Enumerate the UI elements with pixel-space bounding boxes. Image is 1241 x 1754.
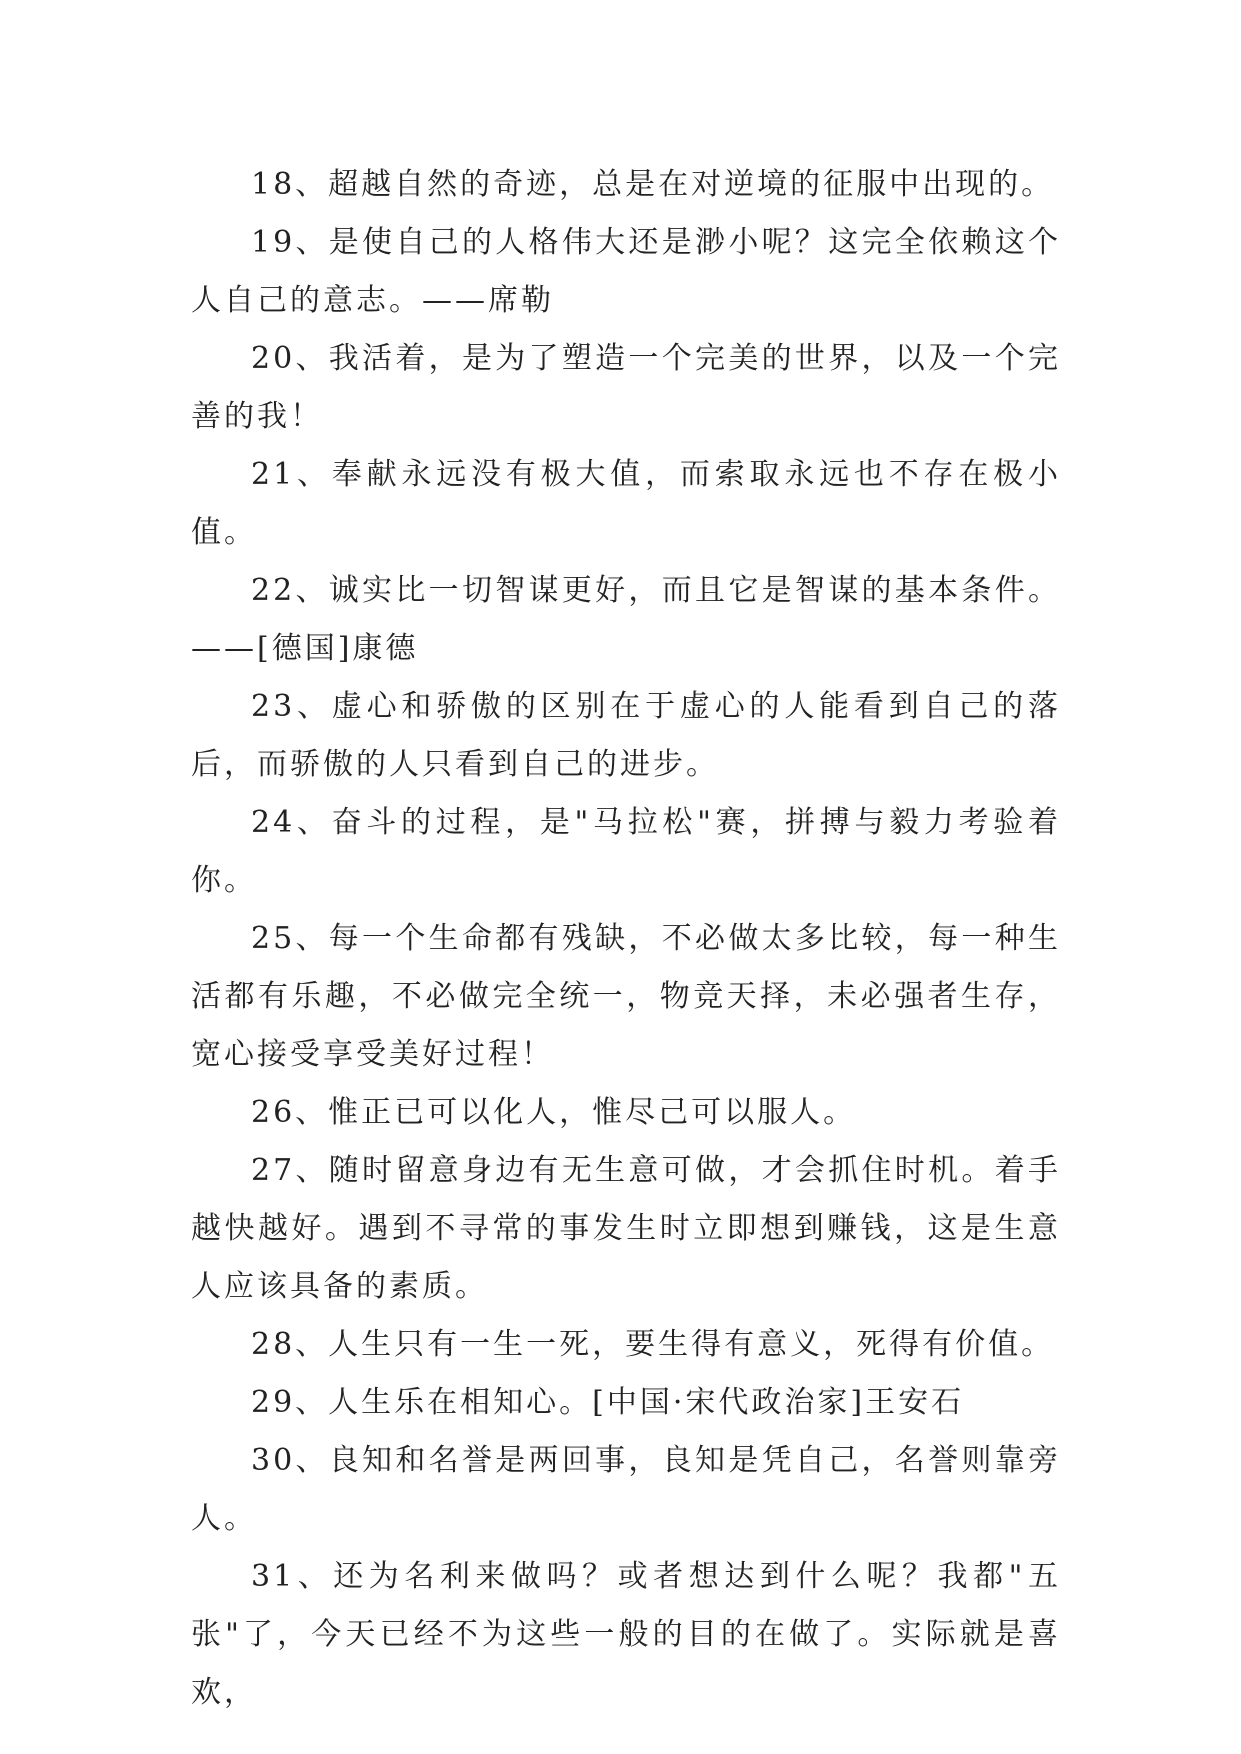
- quote-paragraph-25: 25、每一个生命都有残缺，不必做太多比较，每一种生活都有乐趣，不必做完全统一，物竞天择，未必强者生存，宽心接受享受美好过程！: [191, 921, 1061, 1072]
- quote-paragraph-19: 19、是使自己的人格伟大还是渺小呢？这完全依赖这个人自己的意志。——席勒: [191, 225, 1061, 318]
- quote-paragraph-18: 18、超越自然的奇迹，总是在对逆境的征服中出现的。: [251, 167, 1055, 202]
- quote-paragraph-22: 22、诚实比一切智谋更好，而且它是智谋的基本条件。——[德国]康德: [191, 573, 1061, 666]
- document-body: [191, 156, 1061, 1722]
- quote-paragraph-26: 26、惟正已可以化人，惟尽己可以服人。: [251, 1095, 857, 1130]
- quote-paragraph-29: 29、人生乐在相知心。[中国·宋代政治家]王安石: [251, 1385, 965, 1420]
- quote-paragraph-20: 20、我活着，是为了塑造一个完美的世界，以及一个完善的我！: [191, 341, 1061, 434]
- quote-paragraph-31: 31、还为名利来做吗？或者想达到什么呢？我都"五张"了，今天已经不为这些一般的目的在做了。实际就是喜欢，: [191, 1559, 1061, 1710]
- quote-paragraph-23: 23、虚心和骄傲的区别在于虚心的人能看到自己的落后，而骄傲的人只看到自己的进步。: [191, 689, 1061, 782]
- quote-paragraph-21: 21、奉献永远没有极大值，而索取永远也不存在极小值。: [191, 457, 1061, 550]
- quote-paragraph-27: 27、随时留意身边有无生意可做，才会抓住时机。着手越快越好。遇到不寻常的事发生时立即想到赚钱，这是生意人应该具备的素质。: [191, 1153, 1061, 1304]
- quote-paragraph-30: 30、良知和名誉是两回事，良知是凭自己，名誉则靠旁人。: [191, 1443, 1061, 1536]
- quote-paragraph-24: 24、奋斗的过程，是"马拉松"赛，拼搏与毅力考验着你。: [191, 805, 1061, 898]
- quote-paragraph-28: 28、人生只有一生一死，要生得有意义，死得有价值。: [251, 1327, 1055, 1362]
